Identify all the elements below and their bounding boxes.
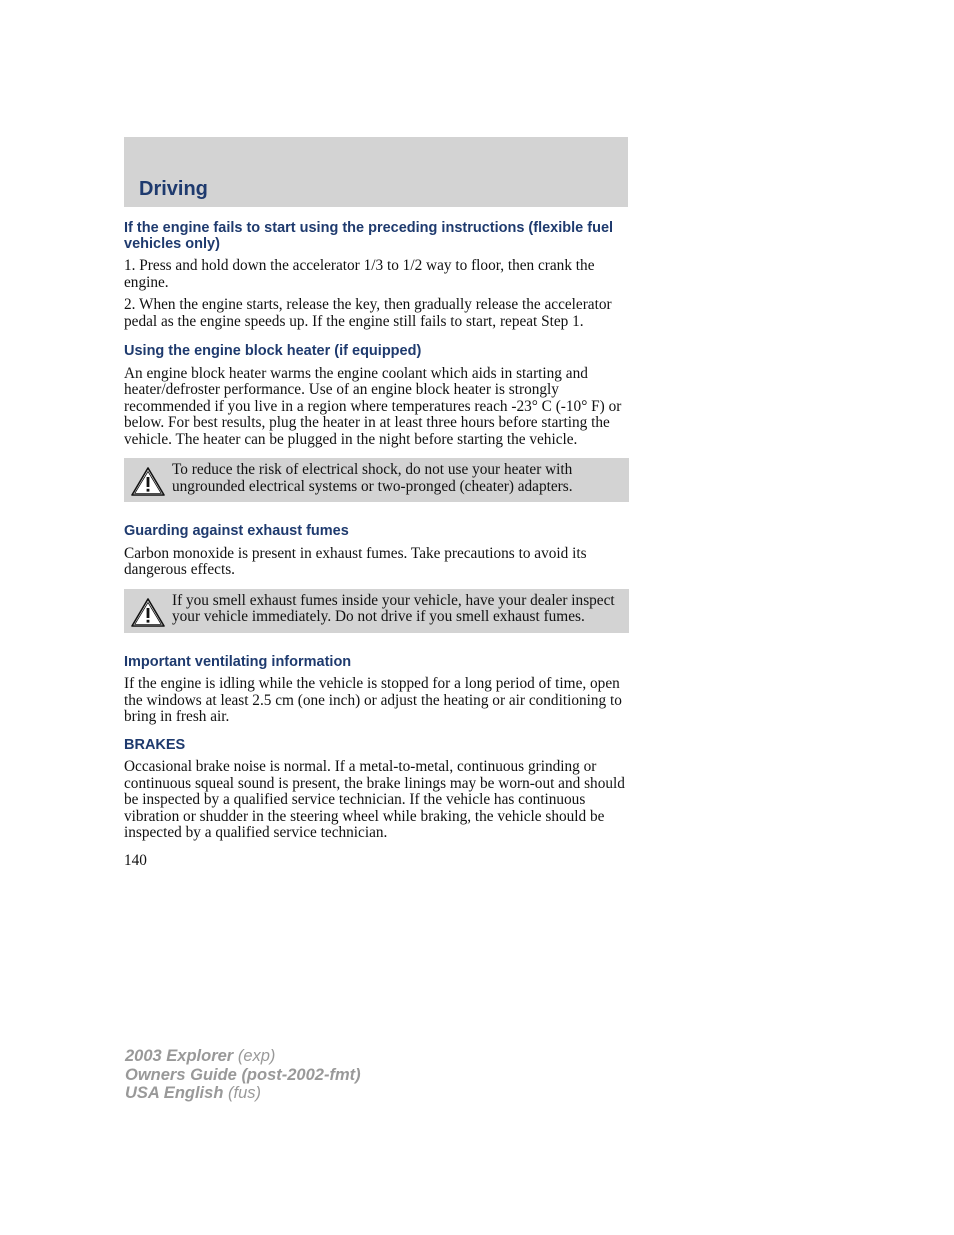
exhaust-body: Carbon monoxide is present in exhaust fumes. Take precautions to avoid its dangerous effects. xyxy=(124,544,587,578)
exhaust-warning-box xyxy=(124,589,629,633)
flex-fuel-step-2: 2. When the engine starts, release the key, then gradually release the accelerator pedal as the engine speeds up. If the engine still fails to start, repeat Step 1. xyxy=(124,296,612,330)
exhaust-warning-text: If you smell exhaust fumes inside your vehicle, have your dealer inspect your vehicle immediately. Do not drive if you smell exhaust fumes. xyxy=(172,591,615,625)
page-content xyxy=(124,221,629,870)
page-number: 140 xyxy=(124,851,147,869)
footer-line-2 xyxy=(125,1066,361,1085)
footer-model: 2003 Explorer xyxy=(125,1047,234,1065)
brakes-body: Occasional brake noise is normal. If a metal-to-metal, continuous grinding or continuous squeal sound is present, the brake linings may be worn-out and should be inspected by a qualified service technician. If the vehicle has continuous vibration or shudder in the steering wheel while braking, the vehicle should be inspected by a qualified service technician. xyxy=(124,758,625,841)
block-heater-body: An engine block heater warms the engine coolant which aids in starting and heater/defroster performance. Use of an engine block heater is strongly recommended if you live in a region where temperatures reach -23° C (-10° F) or below. For best results, plug the heater in at least three hours before starting the vehicle. The heater can be plugged in the night before starting the vehicle. xyxy=(124,364,622,448)
flex-fuel-step-1: 1. Press and hold down the accelerator 1/3 to 1/2 way to floor, then crank the engine. xyxy=(124,257,595,291)
footer-model-code: (exp) xyxy=(233,1047,276,1065)
flex-fuel-heading: If the engine fails to start using the preceding instructions (flexible fuel vehicles only) xyxy=(124,220,614,252)
footer-guide: Owners Guide (post-2002-fmt) xyxy=(125,1065,361,1084)
warning-triangle-icon xyxy=(130,597,166,629)
brakes-heading: BRAKES xyxy=(124,736,186,753)
footer-language: USA English xyxy=(125,1084,224,1102)
footer-line-3 xyxy=(125,1084,361,1103)
ventilating-heading: Important ventilating information xyxy=(124,653,352,670)
warning-triangle-icon xyxy=(130,466,166,498)
document-footer xyxy=(125,1047,361,1103)
shock-warning-text: To reduce the risk of electrical shock, do not use your heater with ungrounded electrical systems or two-pronged (cheater) adapters. xyxy=(172,461,573,495)
section-header-bar xyxy=(124,137,628,207)
block-heater-heading: Using the engine block heater (if equipped) xyxy=(124,343,422,359)
exhaust-heading: Guarding against exhaust fumes xyxy=(124,523,349,539)
ventilating-body: If the engine is idling while the vehicle is stopped for a long period of time, open the windows at least 2.5 cm (one inch) or adjust the heating or air conditioning to bring in fresh air. xyxy=(124,675,622,725)
footer-line-1 xyxy=(125,1047,361,1066)
shock-warning-box xyxy=(124,458,629,502)
footer-language-code: (fus) xyxy=(223,1084,261,1102)
section-title: Driving xyxy=(139,178,208,200)
